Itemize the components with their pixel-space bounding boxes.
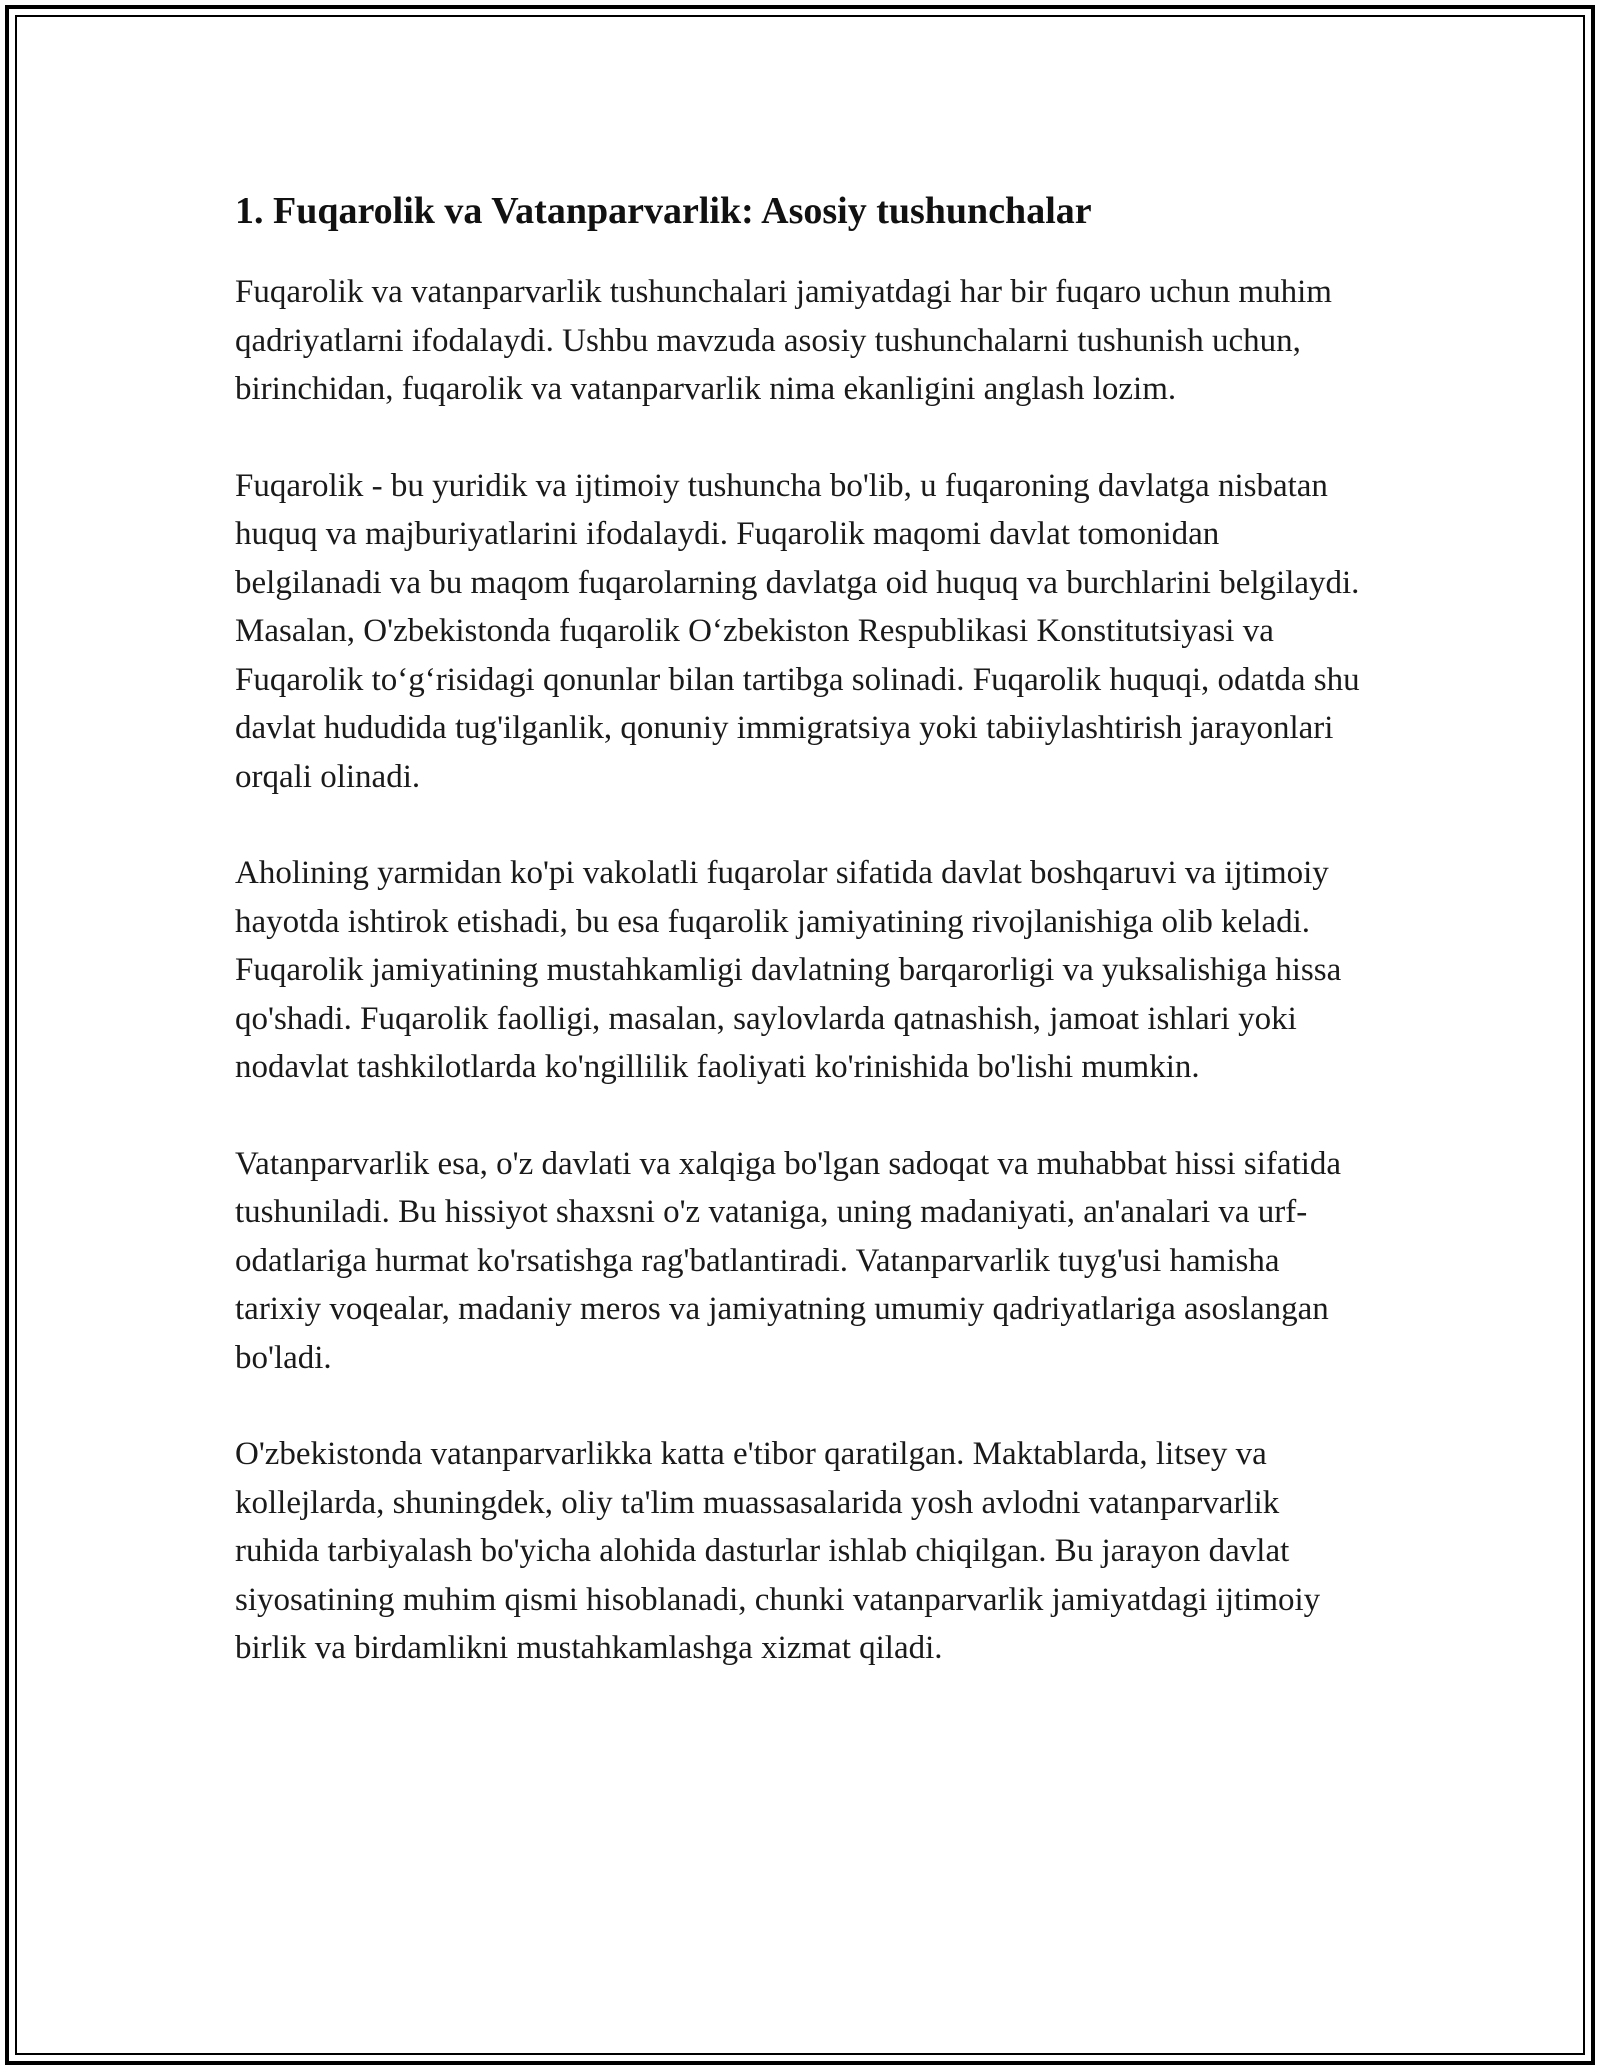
paragraph-patriotism-definition: Vatanparvarlik esa, o'z davlati va xalqiga bo'lgan sadoqat va muhabbat hissi sifatida tushuniladi. Bu hissiyot shaxsni o'z vataniga, uning madaniyati, an'analari va urf-odatlariga hurmat ko'rsatishga rag'batlantiradi. Vatanparvarlik tuyg'usi hamisha tarixiy voqealar, madaniy meros va jamiyatning umumiy qadriyatlariga asoslangan bo'ladi. <box>235 1145 1342 1376</box>
paragraph-patriotism-education: O'zbekistonda vatanparvarlikka katta e'tibor qaratilgan. Maktablarda, litsey va kollejlarda, shuningdek, oliy ta'lim muassasalarida yosh avlodni vatanparvarlik ruhida tarbiyalash bo'yicha alohida dasturlar ishlab chiqilgan. Bu jarayon davlat siyosatining muhim qismi hisoblanadi, chunki vatanparvarlik jamiyatdagi ijtimoiy birlik va birdamlikni mustahkamlashga xizmat qiladi. <box>235 1436 1321 1666</box>
document-body <box>235 186 1365 1721</box>
paragraph-intro: Fuqarolik va vatanparvarlik tushunchalari jamiyatdagi har bir fuqaro uchun muhim qadriyatlarni ifodalaydi. Ushbu mavzuda asosiy tushunchalarni tushunish uchun, birinchidan, fuqarolik va vatanparvarlik nima ekanligini anglash lozim. <box>235 274 1332 407</box>
section-heading: 1. Fuqarolik va Vatanparvarlik: Asosiy tushunchalar <box>235 190 1092 232</box>
paragraph-citizenship-definition: Fuqarolik - bu yuridik va ijtimoiy tushuncha bo'lib, u fuqaroning davlatga nisbatan huquq va majburiyatlarini ifodalaydi. Fuqarolik maqomi davlat tomonidan belgilanadi va bu maqom fuqarolarning davlatga oid huquq va burchlarini belgilaydi. Masalan, O'zbekistonda fuqarolik O‘zbekiston Respublikasi Konstitutsiyasi va Fuqarolik to‘g‘risidagi qonunlar bilan tartibga solinadi. Fuqarolik huquqi, odatda shu davlat hududida tug'ilganlik, qonuniy immigratsiya yoki tabiiylashtirish jarayonlari orqali olinadi. <box>235 467 1360 795</box>
paragraph-civil-society: Aholining yarmidan ko'pi vakolatli fuqarolar sifatida davlat boshqaruvi va ijtimoiy hayotda ishtirok etishadi, bu esa fuqarolik jamiyatining rivojlanishiga olib keladi. Fuqarolik jamiyatining mustahkamligi davlatning barqarorligi va yuksalishiga hissa qo'shadi. Fuqarolik faolligi, masalan, saylovlarda qatnashish, jamoat ishlari yoki nodavlat tashkilotlarda ko'ngillilik faoliyati ko'rinishida bo'lishi mumkin. <box>235 855 1342 1085</box>
